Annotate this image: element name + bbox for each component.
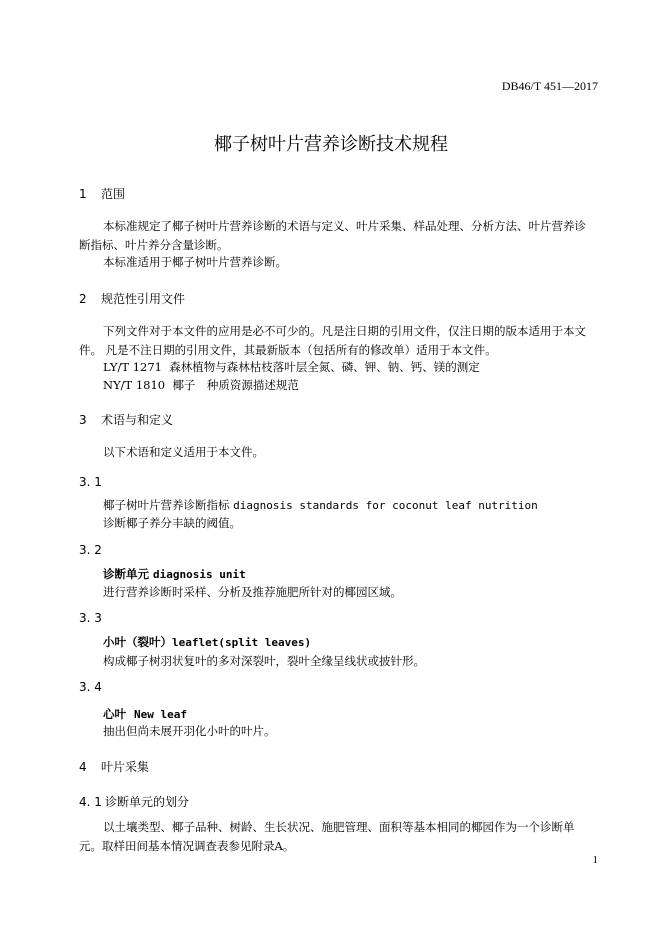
section-title: 叶片采集 (101, 760, 150, 774)
section-2-paragraph-1: 下列文件对于本文件的应用是必不可少的。凡是注日期的引用文件，仅注日期的版本适用于本文件。 凡是不注日期的引用文件，其最新版本（包括所有的修改单）适用于本文件。 (79, 324, 586, 357)
term-chinese: 诊断单元 (103, 567, 149, 581)
page-number: 1 (592, 854, 598, 866)
normative-reference-1 (103, 359, 480, 375)
reference-title: 森林植物与森林枯枝落叶层全氮、磷、钾、钠、钙、镁的测定 (169, 360, 480, 374)
subsection-3-1-number: 3. 1 (79, 475, 102, 489)
term-chinese: 椰子树叶片营养诊断指标 (103, 498, 230, 512)
definition-3-2: 进行营养诊断时采样、分析及推荐施肥所针对的椰园区域。 (103, 585, 402, 599)
term-3-3 (103, 634, 311, 650)
term-3-4 (103, 706, 187, 722)
section-number: 4 (79, 760, 87, 774)
subsection-3-3-number: 3. 3 (79, 611, 102, 625)
term-chinese: 小叶（裂叶） (103, 635, 172, 649)
document-number: DB46/T 451—2017 (501, 79, 598, 93)
section-number: 3 (79, 413, 87, 427)
reference-code: LY/T 1271 (103, 360, 162, 374)
term-chinese: 心叶 (103, 707, 126, 721)
term-3-1 (103, 497, 538, 513)
section-title: 术语与和定义 (101, 413, 174, 427)
subsection-title: 诊断单元的划分 (105, 795, 190, 809)
section-2-heading (79, 290, 185, 307)
reference-code: NY/T 1810 (103, 378, 166, 392)
subsection-3-4-number: 3. 4 (79, 680, 102, 694)
section-number: 1 (79, 187, 87, 201)
term-3-2 (103, 566, 246, 582)
section-number: 2 (79, 292, 87, 306)
subsection-4-1-heading (79, 793, 189, 810)
term-english: leaflet(split leaves) (172, 636, 312, 649)
reference-title: 椰子 种质资源描述规范 (172, 378, 299, 392)
section-title: 规范性引用文件 (101, 292, 186, 306)
definition-3-4: 抽出但尚未展开羽化小叶的叶片。 (103, 724, 276, 738)
section-4-heading (79, 758, 149, 775)
section-1-paragraph-1: 本标准规定了椰子树叶片营养诊断的术语与定义、叶片采集、样品处理、分析方法、叶片营养诊断指标、叶片养分含量诊断。 (79, 219, 586, 252)
subsection-number: 4. 1 (79, 795, 102, 809)
definition-3-1: 诊断椰子养分丰缺的阈值。 (103, 516, 241, 530)
subsection-3-2-number: 3. 2 (79, 543, 102, 557)
section-1-paragraph-2: 本标准适用于椰子树叶片营养诊断。 (103, 255, 287, 269)
term-english: New leaf (134, 708, 187, 721)
document-title: 椰子树叶片营养诊断技术规程 (214, 134, 448, 155)
definition-3-3: 构成椰子树羽状复叶的多对深裂叶，裂叶全缘呈线状或披针形。 (103, 654, 425, 668)
section-1-heading (79, 185, 125, 202)
section-title: 范围 (101, 187, 126, 201)
term-english: diagnosis standards for coconut leaf nutrition (233, 499, 538, 512)
term-english: diagnosis unit (153, 568, 246, 581)
section-3-paragraph-1: 以下术语和定义适用于本文件。 (103, 445, 264, 459)
section-3-heading (79, 411, 173, 428)
normative-reference-2 (103, 377, 299, 393)
section-4-1-paragraph-1: 以土壤类型、椰子品种、树龄、生长状况、施肥管理、面积等基本相同的椰园作为一个诊断单元。取样田间基本情况调查表参见附录A。 (79, 820, 575, 853)
